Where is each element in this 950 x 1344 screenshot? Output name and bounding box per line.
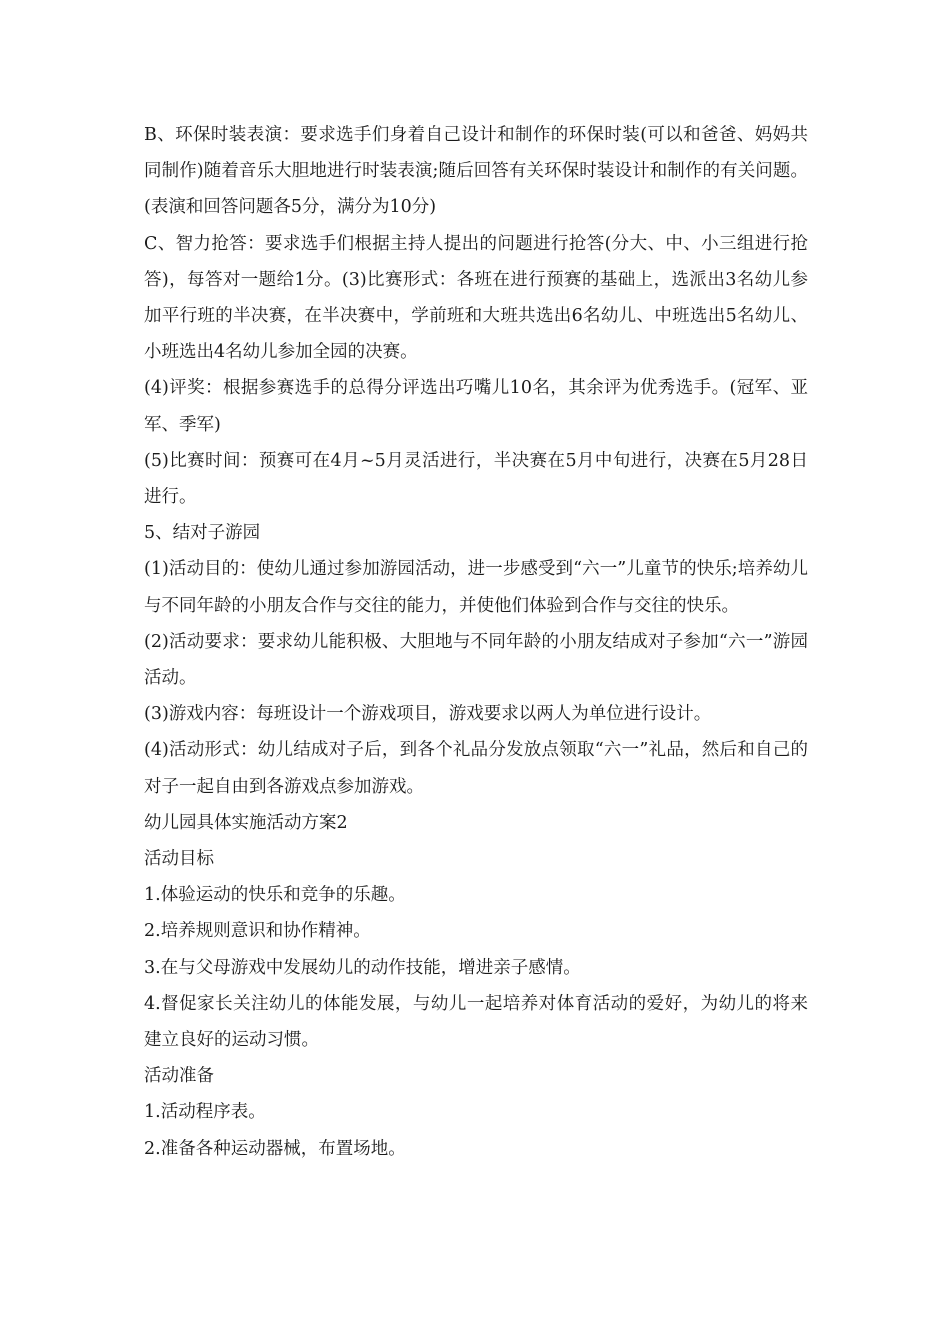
section-heading-pair-tour: 5、结对子游园 [144,523,261,544]
goal-item-1: 1.体验运动的快乐和竞争的乐趣。 [144,885,406,906]
document-body [144,117,808,1167]
paragraph-game-content: (3)游戏内容：每班设计一个游戏项目，游戏要求以两人为单位进行设计。 [144,704,712,725]
goal-item-2: 2.培养规则意识和协作精神。 [144,921,371,942]
paragraph-requirements: (2)活动要求：要求幼儿能积极、大胆地与不同年龄的小朋友结成对子参加“六一”游园活动。 [144,631,808,689]
paragraph-awards: (4)评奖：根据参赛选手的总得分评选出巧嘴儿10名，其余评为优秀选手。(冠军、亚军、季军) [144,378,808,435]
goal-item-4: 4.督促家长关注幼儿的体能发展，与幼儿一起培养对体育活动的爱好，为幼儿的将来建立良好的运动习惯。 [144,993,808,1051]
paragraph-schedule: (5)比赛时间：预赛可在4月~5月灵活进行，半决赛在5月中旬进行，决赛在5月28日进行。 [144,450,808,508]
paragraph-purpose: (1)活动目的：使幼儿通过参加游园活动，进一步感受到“六一”儿童节的快乐;培养幼儿与不同年龄的小朋友合作与交往的能力，并使他们体验到合作与交往的快乐。 [144,559,808,616]
heading-preparation: 活动准备 [144,1066,214,1087]
preparation-item-2: 2.准备各种运动器械，布置场地。 [144,1138,406,1159]
heading-goals: 活动目标 [144,849,214,870]
plan-title: 幼儿园具体实施活动方案2 [144,812,348,833]
goal-item-3: 3.在与父母游戏中发展幼儿的动作技能，增进亲子感情。 [144,957,581,978]
preparation-item-1: 1.活动程序表。 [144,1102,266,1123]
paragraph-fashion-show: B、环保时装表演：要求选手们身着自己设计和制作的环保时装(可以和爸爸、妈妈共同制作)随着音乐大胆地进行时装表演;随后回答有关环保时装设计和制作的有关问题。(表演和回答问题各5分，满分为10分) [144,125,808,218]
paragraph-activity-form: (4)活动形式：幼儿结成对子后，到各个礼品分发放点领取“六一”礼品，然后和自己的对子一起自由到各游戏点参加游戏。 [144,740,808,797]
paragraph-quiz: C、智力抢答：要求选手们根据主持人提出的问题进行抢答(分大、中、小三组进行抢答)，每答对一题给1分。(3)比赛形式：各班在进行预赛的基础上，选派出3名幼儿参加平行班的半决赛，在半决赛中，学前班和大班共选出6名幼儿、中班选出5名幼儿、小班选出4名幼儿参加全园的决赛。 [144,233,808,363]
